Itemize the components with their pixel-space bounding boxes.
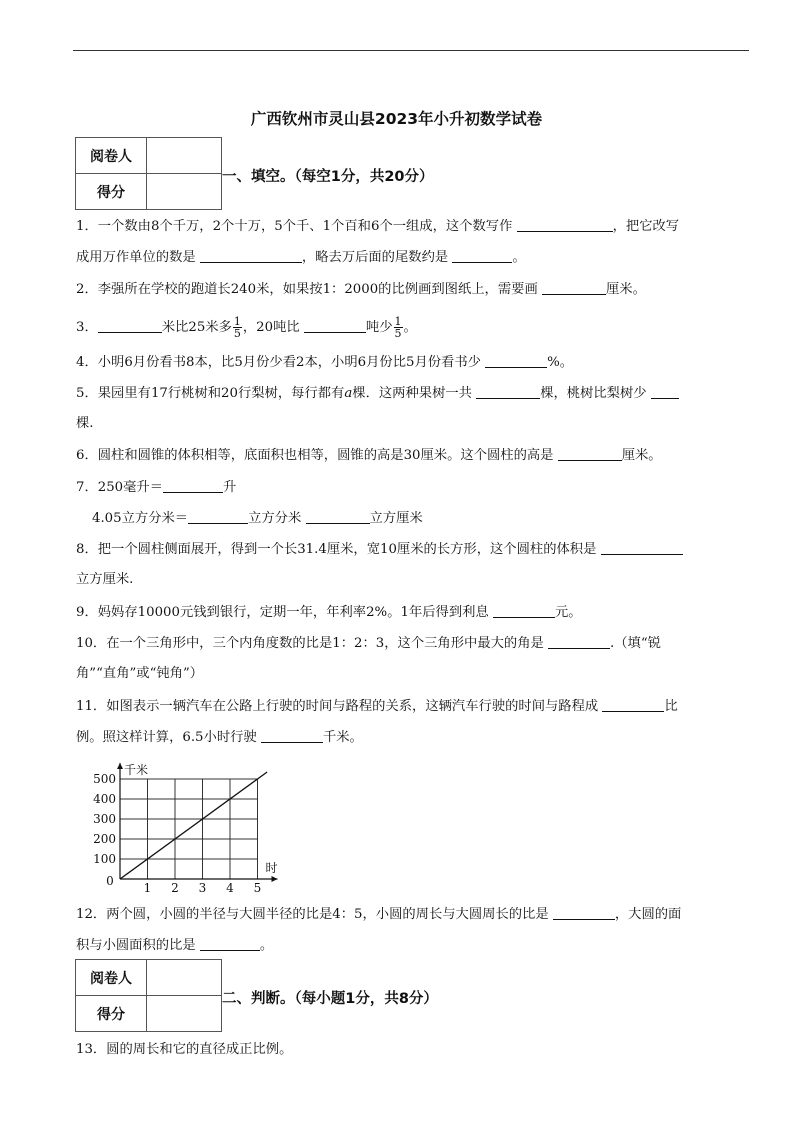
answer-blank[interactable] [517,217,613,232]
grader-table [75,137,222,210]
grader-label: 阅卷人 [76,138,147,174]
score-label: 得分 [76,174,147,210]
question-11: 11．如图表示一辆汽车在公路上行驶的时间与路程的关系，这辆汽车行驶的时间与路程成 比 [76,699,678,714]
fraction: $\frac{1}{5}$ [394,315,402,340]
score-label: 得分 [76,996,147,1032]
answer-blank[interactable] [452,248,512,263]
question-3: 3． 米比25米多 $\frac{1}{5}$ ，20吨比 吨少 $\frac{1}{5}$ 。 [76,315,417,340]
question-10-cont: 角”“直角”或“钝角”） [76,666,204,681]
answer-blank[interactable] [493,603,555,618]
y-axis-label: 千米 [124,763,149,777]
y-tick-label: 500 [93,772,116,786]
question-5-cont: 棵. [76,416,94,431]
question-10: 10．在一个三角形中，三个内角度数的比是1：2：3，这个三角形中最大的角是 .（填“锐 [76,636,661,651]
answer-blank[interactable] [601,540,683,555]
score-box [147,996,222,1032]
question-7: 7．250毫升＝ 升 [76,480,237,495]
question-12: 12．两个圆，小圆的半径与大圆半径的比是4：5，小圆的周长与大圆周长的比是 ，大圆的面 [76,907,682,922]
x-tick-label: 4 [226,881,234,895]
answer-blank[interactable] [485,353,547,368]
answer-blank[interactable] [304,318,366,333]
question-5: 5．果园里有17行桃树和20行梨树，每行都有a棵．这两种果树一共 棵，桃树比梨树少 [76,384,679,403]
x-tick-label: 2 [171,881,179,895]
y-tick-label: 200 [93,832,116,846]
answer-blank[interactable] [306,509,370,524]
page-title: 广西钦州市灵山县2023年小升初数学试卷 [250,110,543,128]
question-9: 9．妈妈存10000元钱到银行，定期一年，年利率2%。1年后得到利息 元。 [76,605,582,620]
question-1-cont: 成用万作单位的数是 ，略去万后面的尾数约是 。 [76,250,526,265]
question-13: 13．圆的周长和它的直径成正比例。 [76,1042,293,1057]
section2-heading: 二、判断。（每小题1分，共8分） [222,991,438,1007]
grader-box [147,138,222,174]
y-tick-label: 400 [93,792,116,806]
question-8-cont: 立方厘米. [76,572,134,587]
header-rule [73,50,749,51]
answer-blank[interactable] [548,634,610,649]
grader-table [75,959,222,1032]
answer-blank[interactable] [558,446,622,461]
answer-blank[interactable] [542,280,606,295]
answer-blank[interactable] [98,318,162,333]
answer-blank[interactable] [200,936,260,951]
question-1: 1．一个数由8个千万，2个十万，5个千、1个百和6个一组成，这个数写作 ，把它改写 [76,219,680,234]
x-tick-label: 3 [198,881,207,895]
question-7-cont: 4.05立方分米＝ 立方分米 立方厘米 [92,511,423,526]
origin-label: 0 [106,874,114,888]
grader-box [147,960,222,996]
question-4: 4．小明6月份看书8本，比5月份少看2本，小明6月份比5月份看书少 %。 [76,355,574,370]
question-11-cont: 例。照这样计算，6.5小时行驶 千米。 [76,730,363,745]
x-tick-label: 5 [253,881,262,895]
question-8: 8．把一个圆柱侧面展开，得到一个长31.4厘米，宽10厘米的长方形，这个圆柱的体积是 [76,540,683,559]
x-axis-arrow [272,876,278,882]
answer-blank[interactable] [476,384,540,399]
section1-heading: 一、填空。（每空1分，共20分） [222,169,434,185]
answer-blank[interactable] [602,697,664,712]
answer-blank[interactable] [261,728,323,743]
y-tick-label: 100 [93,852,116,866]
y-axis-arrow [117,763,123,769]
answer-blank[interactable] [163,478,223,493]
distance-time-chart [80,755,290,895]
answer-blank[interactable] [188,509,248,524]
series-line [120,772,267,879]
question-2: 2．李强所在学校的跑道长240米，如果按1：2000的比例画到图纸上，需要画 厘米。 [76,282,646,297]
x-axis-label: 时 [265,861,278,875]
question-6: 6．圆柱和圆锥的体积相等，底面积也相等，圆锥的高是30厘米。这个圆柱的高是 厘米。 [76,448,662,463]
answer-blank[interactable] [200,248,302,263]
question-12-cont: 积与小圆面积的比是 。 [76,938,274,953]
y-tick-label: 300 [93,812,116,826]
score-box [147,174,222,210]
answer-blank[interactable] [651,384,679,399]
x-tick-label: 1 [143,881,152,895]
fraction: $\frac{1}{5}$ [233,315,241,340]
grader-label: 阅卷人 [76,960,147,996]
answer-blank[interactable] [553,905,615,920]
